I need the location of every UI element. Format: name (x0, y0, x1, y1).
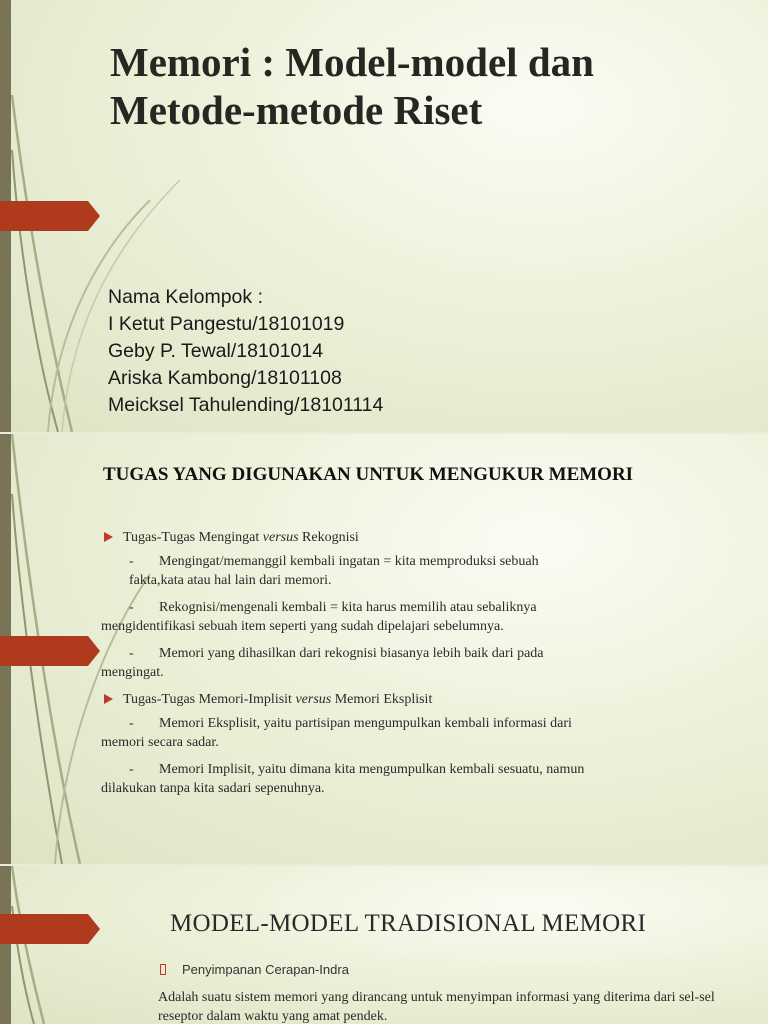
slide1-title (110, 38, 750, 134)
sub-item: - Memori yang dihasilkan dari rekognisi biasanya lebih baik dari pada mengingat. (101, 646, 544, 680)
accent-ribbon (0, 201, 100, 231)
arrow-bullet-icon (104, 694, 113, 704)
slide-models (0, 866, 768, 1024)
slide-tasks (0, 434, 768, 864)
member-heading: Nama Kelompok : (108, 286, 263, 308)
sub-item: - Mengingat/memanggil kembali ingatan = kita memproduksi sebuah fakta,kata atau hal lain dari memori. (129, 554, 539, 588)
square-bullet-icon (160, 964, 166, 975)
accent-ribbon (0, 636, 100, 666)
slide-title (0, 0, 768, 432)
title-line-2: Metode-metode Riset (110, 87, 483, 133)
member-item: Geby P. Tewal/18101014 (108, 340, 324, 362)
bullet-recall-recognition: Tugas-Tugas Mengingat versus Rekognisi (101, 528, 741, 547)
member-item: Ariska Kambong/18101108 (108, 367, 342, 389)
member-item: Meicksel Tahulending/18101114 (108, 394, 384, 416)
slide2-title: TUGAS YANG DIGUNAKAN UNTUK MENGUKUR MEMORI (103, 464, 634, 485)
sub-item: - Memori Implisit, yaitu dimana kita mengumpulkan kembali sesuatu, namun dilakukan tanpa kita sadari sepenuhnya. (101, 762, 585, 796)
group-members (108, 284, 383, 419)
slide3-title: MODEL-MODEL TRADISIONAL MEMORI (170, 910, 647, 937)
member-item: I Ketut Pangestu/18101019 (108, 313, 345, 335)
sub-item: - Rekognisi/mengenali kembali = kita harus memilih atau sebaliknya mengidentifikasi sebuah item seperti yang sudah dipelajari sebelumnya. (101, 600, 537, 634)
bullet-sensory-store: Penyimpanan Cerapan-Indra (160, 962, 349, 977)
accent-ribbon (0, 914, 100, 944)
title-line-1: Memori : Model-model dan (110, 39, 594, 85)
slide3-body: Adalah suatu sistem memori yang dirancang untuk menyimpan informasi yang diterima dari sel-sel reseptor dalam waktu yang amat pendek. (158, 990, 715, 1024)
sub-item: - Memori Eksplisit, yaitu partisipan mengumpulkan kembali informasi dari memori secara sadar. (101, 716, 572, 750)
arrow-bullet-icon (104, 532, 113, 542)
slide2-content (101, 528, 741, 806)
bullet-implicit-explicit: Tugas-Tugas Memori-Implisit versus Memori Eksplisit (101, 690, 741, 709)
